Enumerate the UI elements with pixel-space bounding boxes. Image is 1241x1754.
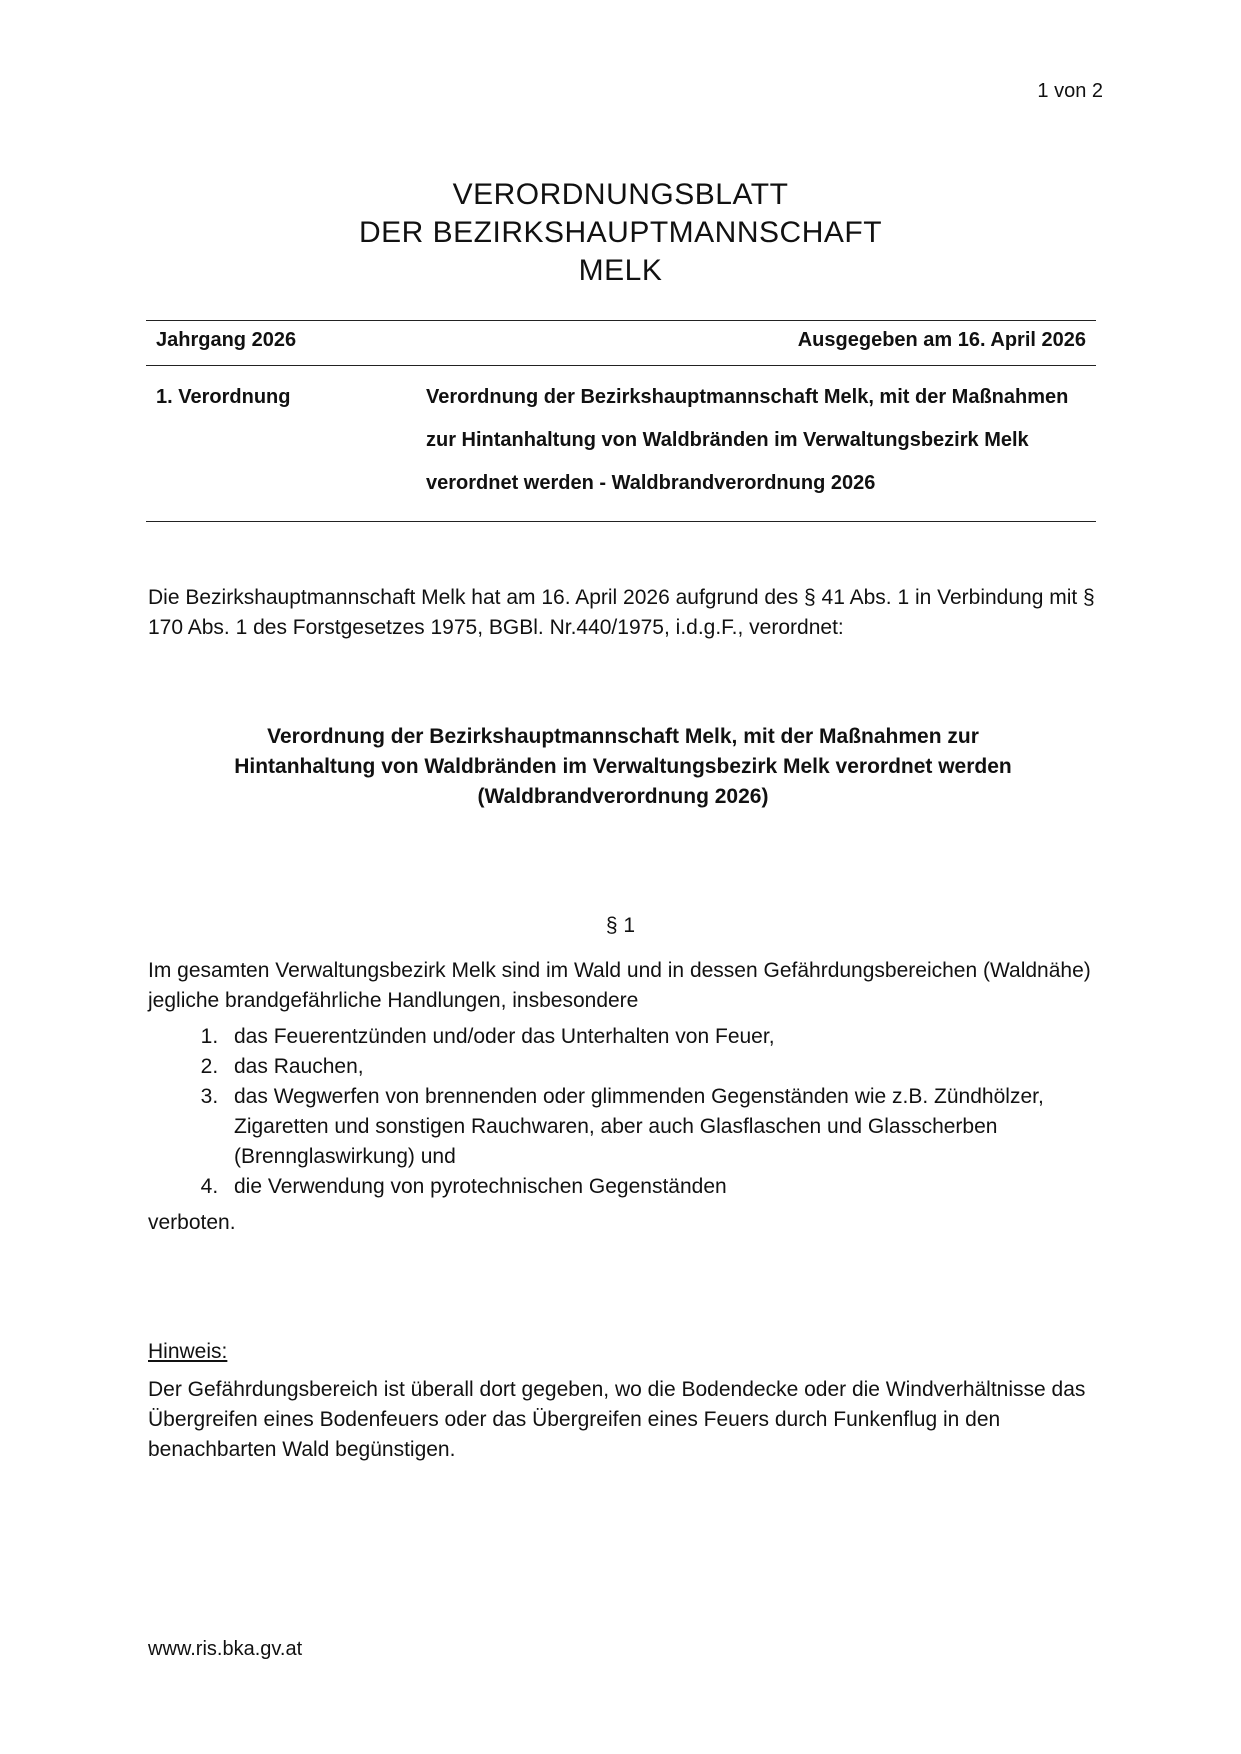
masthead-line-2: DER BEZIRKSHAUPTMANNSCHAFT bbox=[358, 216, 883, 249]
section-closing: verboten. bbox=[148, 1211, 236, 1234]
regulation-title-line-1: Verordnung der Bezirkshauptmannschaft Melk, mit der Maßnahmen zur bbox=[267, 725, 979, 748]
page-number: 1 von 2 bbox=[1037, 80, 1103, 102]
regulation-title bbox=[148, 722, 1098, 812]
section-number: § 1 bbox=[605, 914, 636, 937]
section-body bbox=[148, 956, 1098, 1238]
prohibited-actions-list bbox=[148, 1022, 1098, 1202]
issue-date: Ausgegeben am 16. April 2026 bbox=[416, 321, 1096, 366]
list-item: 3. das Wegwerfen von brennenden oder glimmenden Gegenständen wie z.B. Zündhölzer, Zigaretten und sonstigen Rauchwaren, aber auch Glasflaschen und Glasscherben (Brennglaswirkung) und bbox=[224, 1082, 1098, 1172]
issue-content-row bbox=[146, 366, 1096, 522]
ordinance-title: Verordnung der Bezirkshauptmannschaft Melk, mit der Maßnahmen zur Hintanhaltung von Waldbränden im Verwaltungsbezirk Melk verordnet werden - Waldbrandverordnung 2026 bbox=[416, 366, 1096, 522]
notice bbox=[148, 1337, 1098, 1465]
notice-label: Hinweis: bbox=[148, 1340, 228, 1363]
list-item: 1. das Feuerentzünden und/oder das Unterhalten von Feuer, bbox=[224, 1022, 1098, 1052]
issue-table bbox=[146, 320, 1096, 522]
volume-label: Jahrgang 2026 bbox=[146, 321, 416, 366]
issue-header-row bbox=[146, 321, 1096, 366]
masthead-line-3: MELK bbox=[578, 254, 663, 287]
masthead-line-1: VERORDNUNGSBLATT bbox=[452, 178, 789, 211]
footer-url[interactable]: www.ris.bka.gv.at bbox=[148, 1638, 303, 1660]
masthead bbox=[0, 176, 1241, 290]
list-item: 2. das Rauchen, bbox=[224, 1052, 1098, 1082]
section-lead: Im gesamten Verwaltungsbezirk Melk sind im Wald und in dessen Gefährdungsbereichen (Waldnähe) jegliche brandgefährliche Handlungen, insbesondere bbox=[148, 959, 1091, 1012]
intro-paragraph: Die Bezirkshauptmannschaft Melk hat am 16. April 2026 aufgrund des § 41 Abs. 1 in Verbindung mit § 170 Abs. 1 des Forstgesetzes 1975, BGBl. Nr.440/1975, i.d.g.F., verordnet: bbox=[148, 586, 1095, 639]
ordinance-number: 1. Verordnung bbox=[146, 366, 416, 522]
regulation-title-line-3: (Waldbrandverordnung 2026) bbox=[477, 785, 769, 808]
regulation-title-line-2: Hintanhaltung von Waldbränden im Verwaltungsbezirk Melk verordnet werden bbox=[234, 755, 1012, 778]
notice-text: Der Gefährdungsbereich ist überall dort gegeben, wo die Bodendecke oder die Windverhältnisse das Übergreifen eines Bodenfeuers oder das Übergreifen eines Feuers durch Funkenflug in den benachbarten Wald begünstigen. bbox=[148, 1378, 1086, 1461]
list-item: 4. die Verwendung von pyrotechnischen Gegenständen bbox=[224, 1172, 1098, 1202]
